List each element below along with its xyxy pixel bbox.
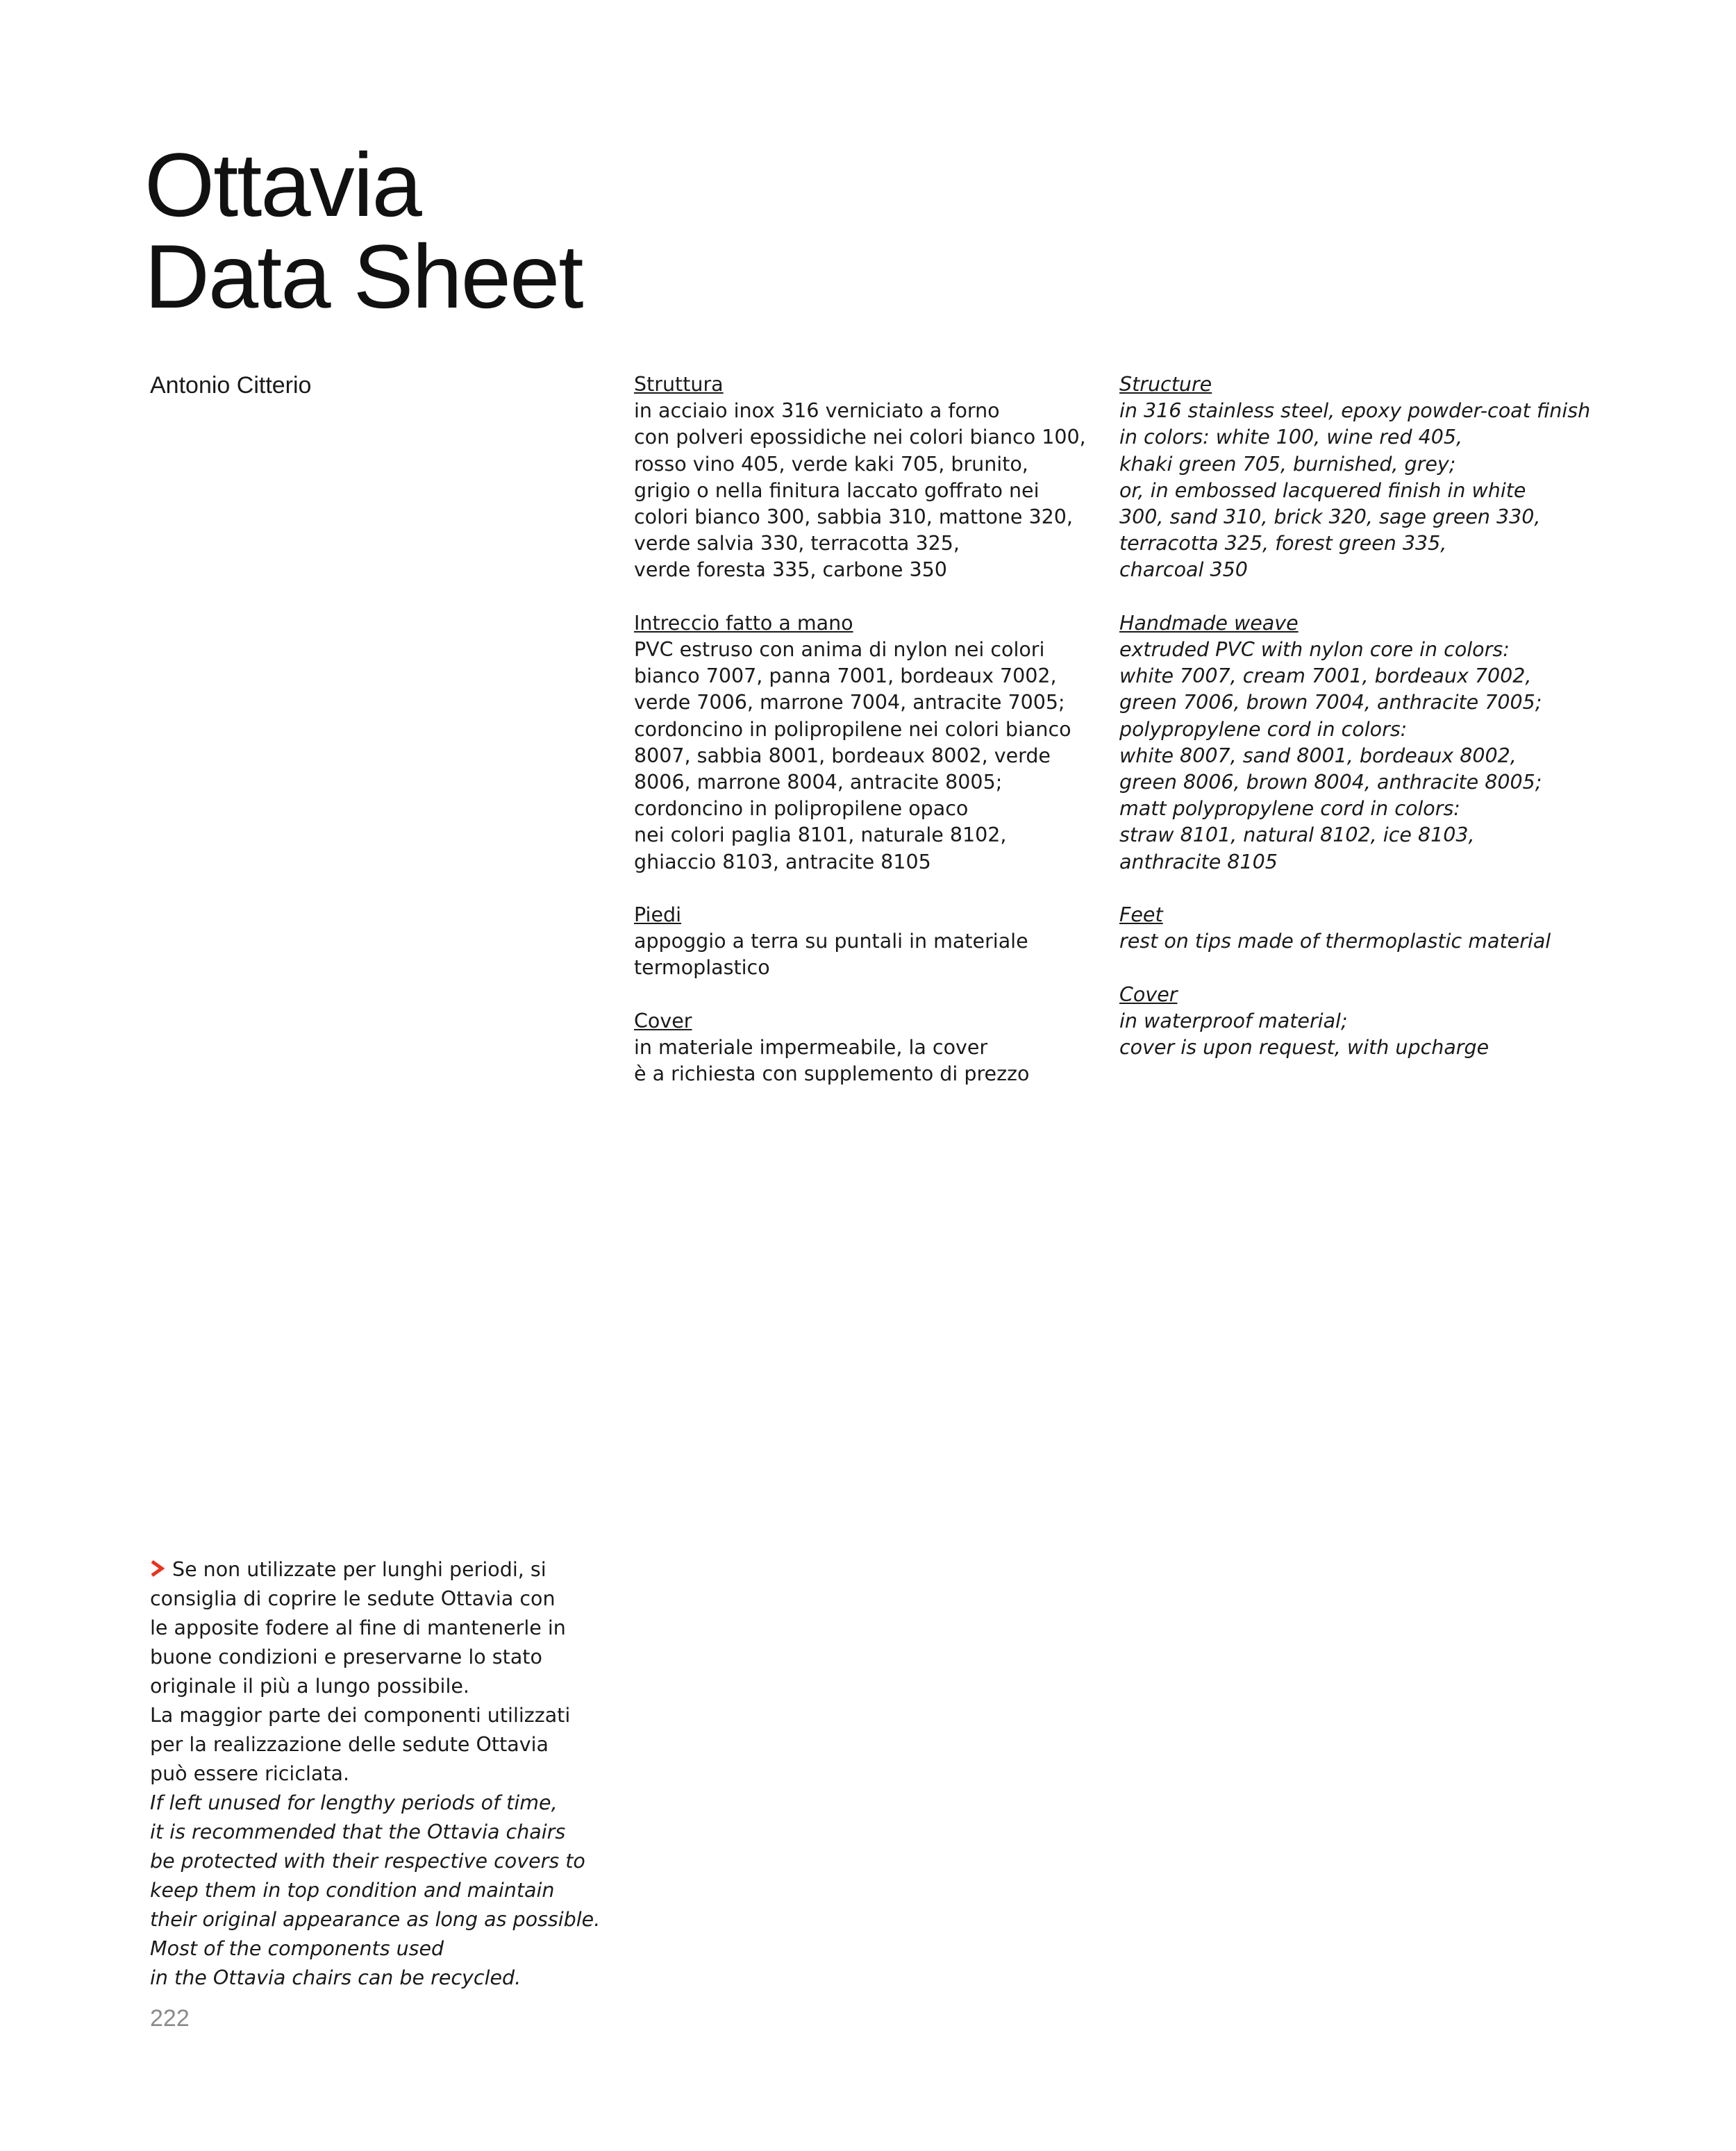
spec-line: in acciaio inox 316 verniciato a forno	[634, 399, 1000, 423]
spec-line: grigio o nella finitura laccato goffrato nei	[634, 478, 1040, 502]
spec-line: termoplastico	[634, 956, 770, 980]
care-note	[150, 1555, 636, 1993]
spec-line: green 7006, brown 7004, anthracite 7005;	[1119, 691, 1542, 714]
spec-line: in waterproof material;	[1119, 1009, 1348, 1032]
spec-line: con polveri epossidiche nei colori bianco 100,	[634, 426, 1086, 449]
note-line-en: Most of the components used	[150, 1937, 444, 1960]
section-heading: Intreccio fatto a mano	[634, 611, 853, 635]
designer-name: Antonio Citterio	[150, 372, 312, 399]
spec-line: appoggio a terra su puntali in materiale	[634, 930, 1028, 953]
spec-line: bianco 7007, panna 7001, bordeaux 7002,	[634, 664, 1057, 688]
section-heading: Handmade weave	[1119, 611, 1299, 635]
note-line: consiglia di coprire le sedute Ottavia con	[150, 1587, 556, 1610]
spec-line: white 7007, cream 7001, bordeaux 7002,	[1119, 664, 1532, 688]
spec-line: rosso vino 405, verde kaki 705, brunito,	[634, 452, 1028, 476]
note-line	[150, 1555, 636, 1584]
spec-line: anthracite 8105	[1119, 850, 1278, 873]
chevron-right-icon	[150, 1559, 165, 1577]
note-line: le apposite fodere al fine di mantenerle in	[150, 1616, 566, 1639]
spec-line: PVC estruso con anima di nylon nei colori	[634, 638, 1045, 662]
page-number: 222	[150, 2005, 190, 2032]
section-heading: Piedi	[634, 903, 682, 927]
spec-section-weave-it	[634, 610, 1106, 876]
note-line: può essere riciclata.	[150, 1762, 350, 1785]
spec-line: 300, sand 310, brick 320, sage green 330,	[1119, 505, 1541, 529]
title-line-1: Ottavia	[144, 134, 421, 235]
spec-line: cordoncino in polipropilene opaco	[634, 797, 969, 821]
spec-line: verde 7006, marrone 7004, antracite 7005;	[634, 691, 1065, 714]
italian-specs-column	[634, 371, 1106, 1114]
spec-line: nei colori paglia 8101, naturale 8102,	[634, 823, 1007, 847]
title-line-2: Data Sheet	[144, 226, 583, 327]
spec-line: 8006, marrone 8004, antracite 8005;	[634, 771, 1003, 794]
spec-line: verde salvia 330, terracotta 325,	[634, 532, 960, 555]
spec-line: extruded PVC with nylon core in colors:	[1119, 638, 1510, 662]
note-line-en: their original appearance as long as possible.	[150, 1908, 601, 1931]
spec-line: ghiaccio 8103, antracite 8105	[634, 850, 931, 873]
spec-line: or, in embossed lacquered finish in white	[1119, 478, 1526, 502]
spec-line: in materiale impermeabile, la cover	[634, 1036, 988, 1060]
spec-line: white 8007, sand 8001, bordeaux 8002,	[1119, 744, 1517, 767]
spec-line: green 8006, brown 8004, anthracite 8005;	[1119, 771, 1542, 794]
spec-line: khaki green 705, burnished, grey;	[1119, 452, 1456, 476]
note-line: La maggior parte dei componenti utilizzati	[150, 1704, 571, 1727]
spec-line: rest on tips made of thermoplastic material	[1119, 930, 1551, 953]
spec-section-feet-it	[634, 902, 1106, 982]
english-specs-column	[1119, 371, 1605, 1087]
spec-line: terracotta 325, forest green 335,	[1119, 532, 1447, 555]
section-heading: Struttura	[634, 373, 724, 396]
spec-line: charcoal 350	[1119, 558, 1248, 582]
note-line-en: keep them in top condition and maintain	[150, 1879, 555, 1902]
spec-line: matt polypropylene cord in colors:	[1119, 797, 1460, 821]
section-heading: Cover	[634, 1009, 692, 1032]
note-line-en: be protected with their respective covers to	[150, 1850, 585, 1873]
note-line-en: If left unused for lengthy periods of time,	[150, 1791, 558, 1814]
spec-line: verde foresta 335, carbone 350	[634, 558, 947, 582]
section-heading: Structure	[1119, 373, 1212, 396]
spec-section-feet-en	[1119, 902, 1605, 955]
spec-line: colori bianco 300, sabbia 310, mattone 320,	[634, 505, 1073, 529]
spec-line: cover is upon request, with upcharge	[1119, 1036, 1489, 1060]
note-text: Se non utilizzate per lunghi periodi, si	[172, 1558, 546, 1581]
spec-section-cover-en	[1119, 982, 1605, 1062]
note-line-en: in the Ottavia chairs can be recycled.	[150, 1966, 521, 1989]
spec-section-structure-en	[1119, 371, 1605, 584]
spec-line: è a richiesta con supplemento di prezzo	[634, 1062, 1030, 1086]
spec-section-structure-it	[634, 371, 1106, 584]
note-line: per la realizzazione delle sedute Ottavia	[150, 1733, 549, 1756]
page-title	[144, 134, 583, 327]
spec-line: polypropylene cord in colors:	[1119, 717, 1408, 741]
spec-line: in 316 stainless steel, epoxy powder-coat finish	[1119, 399, 1591, 423]
spec-section-weave-en	[1119, 610, 1605, 876]
note-line: originale il più a lungo possibile.	[150, 1675, 469, 1698]
note-line-en: it is recommended that the Ottavia chairs	[150, 1821, 566, 1843]
section-heading: Cover	[1119, 982, 1178, 1006]
section-heading: Feet	[1119, 903, 1163, 927]
spec-line: 8007, sabbia 8001, bordeaux 8002, verde	[634, 744, 1051, 767]
note-line: buone condizioni e preservarne lo stato	[150, 1646, 542, 1668]
spec-section-cover-it	[634, 1008, 1106, 1088]
spec-line: cordoncino in polipropilene nei colori bianco	[634, 717, 1071, 741]
spec-line: straw 8101, natural 8102, ice 8103,	[1119, 823, 1475, 847]
spec-line: in colors: white 100, wine red 405,	[1119, 426, 1463, 449]
